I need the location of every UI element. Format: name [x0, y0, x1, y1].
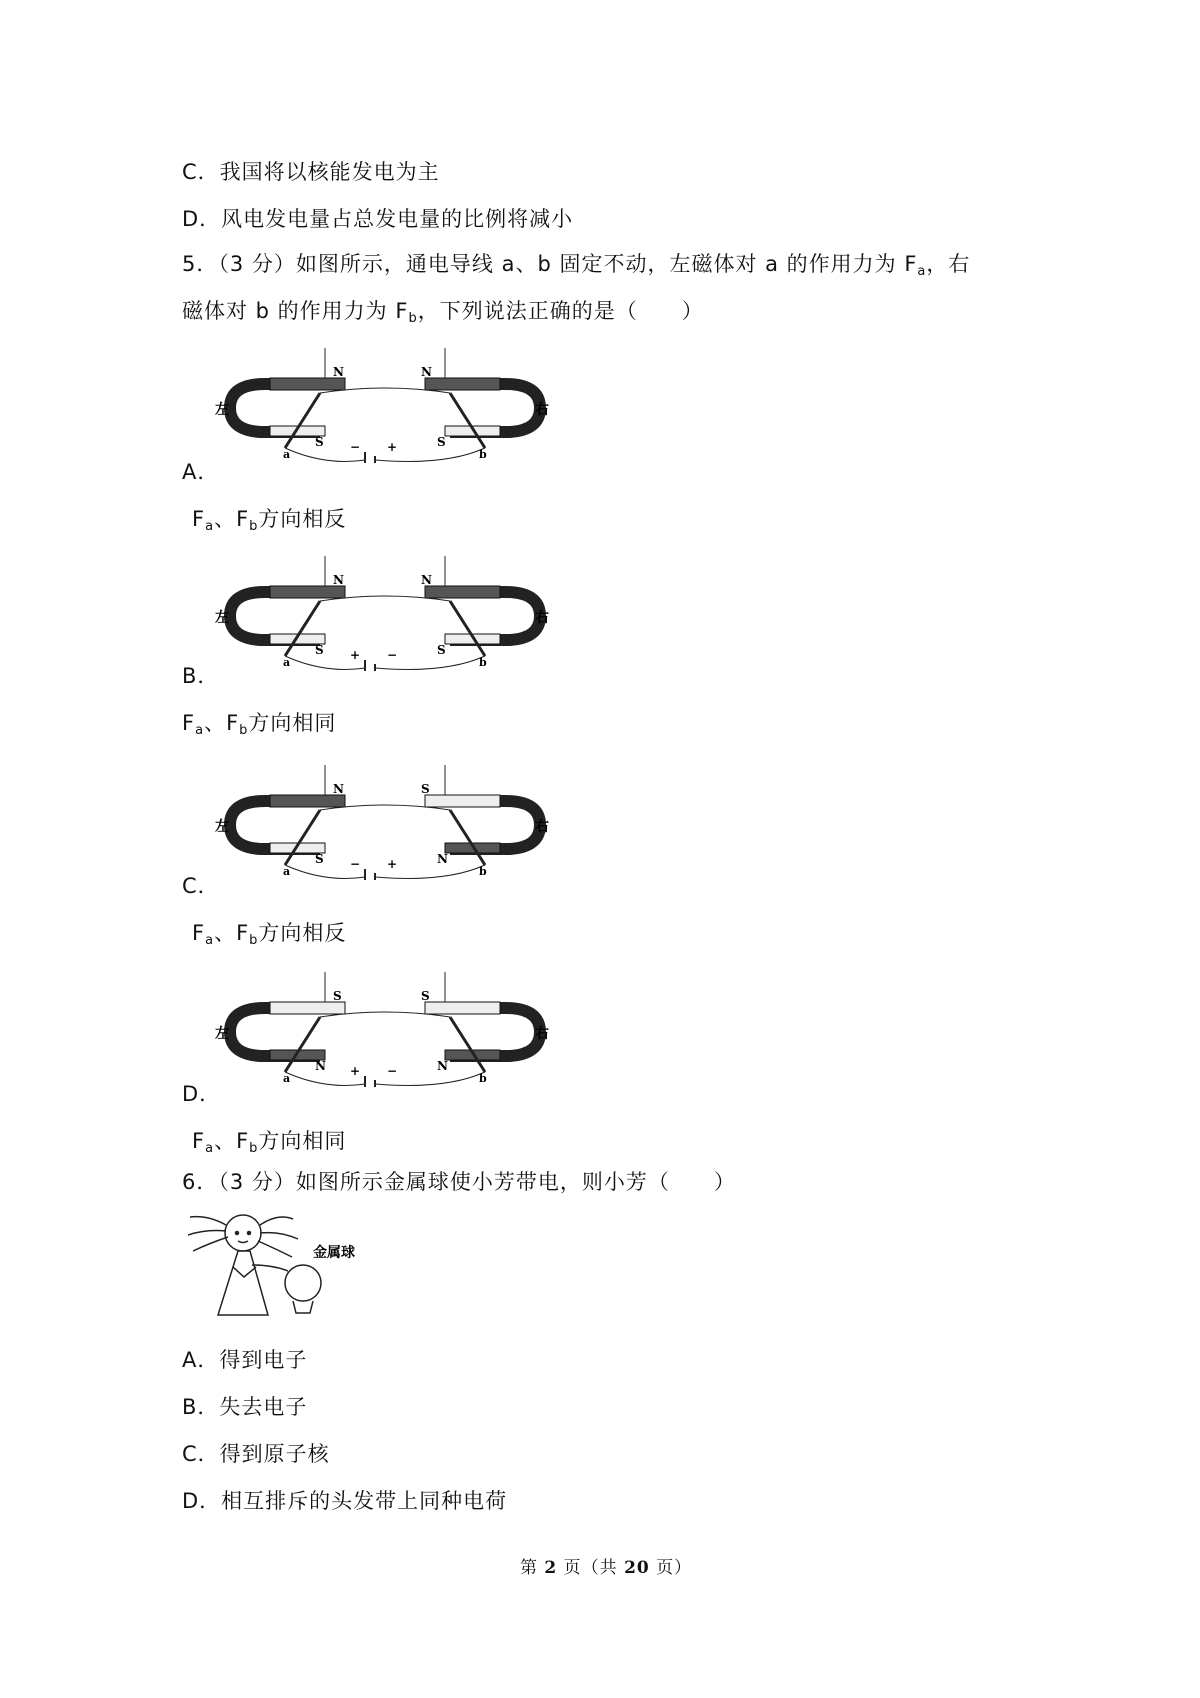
sign-left: − — [350, 440, 361, 454]
magnet-circuit-diagram-b — [215, 556, 555, 671]
prev-option-d: D．风电发电量占总发电量的比例将减小 — [182, 207, 574, 231]
label-wire-a: a — [283, 656, 291, 669]
label-wire-b: b — [479, 448, 487, 461]
q5-option-d-figure — [215, 972, 555, 1091]
q6-option-d[interactable]: D．相互排斥的头发带上同种电荷 — [182, 1489, 508, 1513]
right-magnet — [425, 378, 540, 436]
magnet-circuit-diagram-a — [215, 348, 555, 463]
right-pole-top: S — [421, 782, 430, 796]
right-pole-bottom: N — [437, 852, 448, 866]
left-pole-top: S — [333, 989, 342, 1003]
right-pole-bottom: N — [437, 1059, 448, 1073]
sign-left: + — [350, 1064, 361, 1078]
label-wire-a: a — [283, 1072, 291, 1085]
right-pole-top: S — [421, 989, 430, 1003]
q5-option-b-text: $F_a$、$F_b$方向相同 — [182, 711, 337, 738]
right-pole-bottom: S — [437, 643, 446, 657]
left-magnet — [230, 586, 345, 644]
right-pole-top: N — [421, 365, 432, 379]
q5-stem-line2: 磁体对 b 的作用力为 $F_b$，下列说法正确的是（ ） — [182, 299, 704, 326]
label-wire-a: a — [283, 865, 291, 878]
right-pole-top: N — [421, 573, 432, 587]
label-wire-b: b — [479, 1072, 487, 1085]
label-right: 右 — [535, 402, 549, 418]
right-magnet — [425, 586, 540, 644]
right-magnet — [425, 1002, 540, 1060]
label-wire-b: b — [479, 865, 487, 878]
page-footer: 第 2 页（共 20 页） — [520, 1558, 693, 1578]
q5-option-b-figure — [215, 556, 555, 675]
q5-option-d-text: $F_a$、$F_b$方向相同 — [192, 1129, 347, 1156]
q5-option-c-text: $F_a$、$F_b$方向相反 — [192, 921, 347, 948]
girl-metal-ball-illustration — [188, 1205, 378, 1320]
right-pole-bottom: S — [437, 435, 446, 449]
q5-option-c-figure — [215, 765, 555, 884]
left-pole-bottom: S — [315, 643, 324, 657]
label-left: 左 — [215, 610, 229, 626]
label-left: 左 — [215, 1026, 229, 1042]
label-left: 左 — [215, 402, 229, 418]
sign-right: − — [387, 1064, 398, 1078]
magnet-circuit-diagram-d — [215, 972, 555, 1087]
left-magnet — [230, 1002, 345, 1060]
sign-right: + — [387, 440, 398, 454]
left-pole-bottom: N — [315, 1059, 326, 1073]
magnet-circuit-diagram-c — [215, 765, 555, 880]
left-pole-top: N — [333, 782, 344, 796]
left-pole-bottom: S — [315, 435, 324, 449]
label-right: 右 — [535, 1026, 549, 1042]
q6-figure — [188, 1205, 378, 1324]
left-pole-top: N — [333, 573, 344, 587]
sign-right: + — [387, 857, 398, 871]
left-pole-top: N — [333, 365, 344, 379]
q5-option-d-letter[interactable]: D． — [182, 1082, 222, 1106]
label-right: 右 — [535, 610, 549, 626]
q6-option-b[interactable]: B．失去电子 — [182, 1395, 308, 1419]
left-magnet — [230, 795, 345, 853]
left-pole-bottom: S — [315, 852, 324, 866]
q6-option-c[interactable]: C．得到原子核 — [182, 1442, 330, 1466]
label-right: 右 — [535, 819, 549, 835]
q5-option-a-text: $F_a$、$F_b$方向相反 — [192, 507, 347, 534]
q6-stem: 6．（3 分）如图所示金属球使小芳带电，则小芳（ ） — [182, 1170, 736, 1194]
label-left: 左 — [215, 819, 229, 835]
left-magnet — [230, 378, 345, 436]
sign-left: − — [350, 857, 361, 871]
sign-right: − — [387, 648, 398, 662]
prev-option-c: C．我国将以核能发电为主 — [182, 160, 440, 184]
q5-stem-line1: 5．（3 分）如图所示，通电导线 a、b 固定不动，左磁体对 a 的作用力为 $F_a$，右 — [182, 252, 971, 279]
label-wire-b: b — [479, 656, 487, 669]
right-magnet — [425, 795, 540, 853]
label-wire-a: a — [283, 448, 291, 461]
sign-left: + — [350, 648, 361, 662]
q6-option-a[interactable]: A．得到电子 — [182, 1348, 308, 1372]
q5-option-a-letter[interactable]: A． — [182, 460, 220, 484]
metal-ball-label: 金属球 — [313, 1245, 355, 1261]
q5-option-c-letter[interactable]: C． — [182, 874, 220, 898]
q5-option-b-letter[interactable]: B． — [182, 664, 220, 688]
q5-option-a-figure — [215, 348, 555, 467]
